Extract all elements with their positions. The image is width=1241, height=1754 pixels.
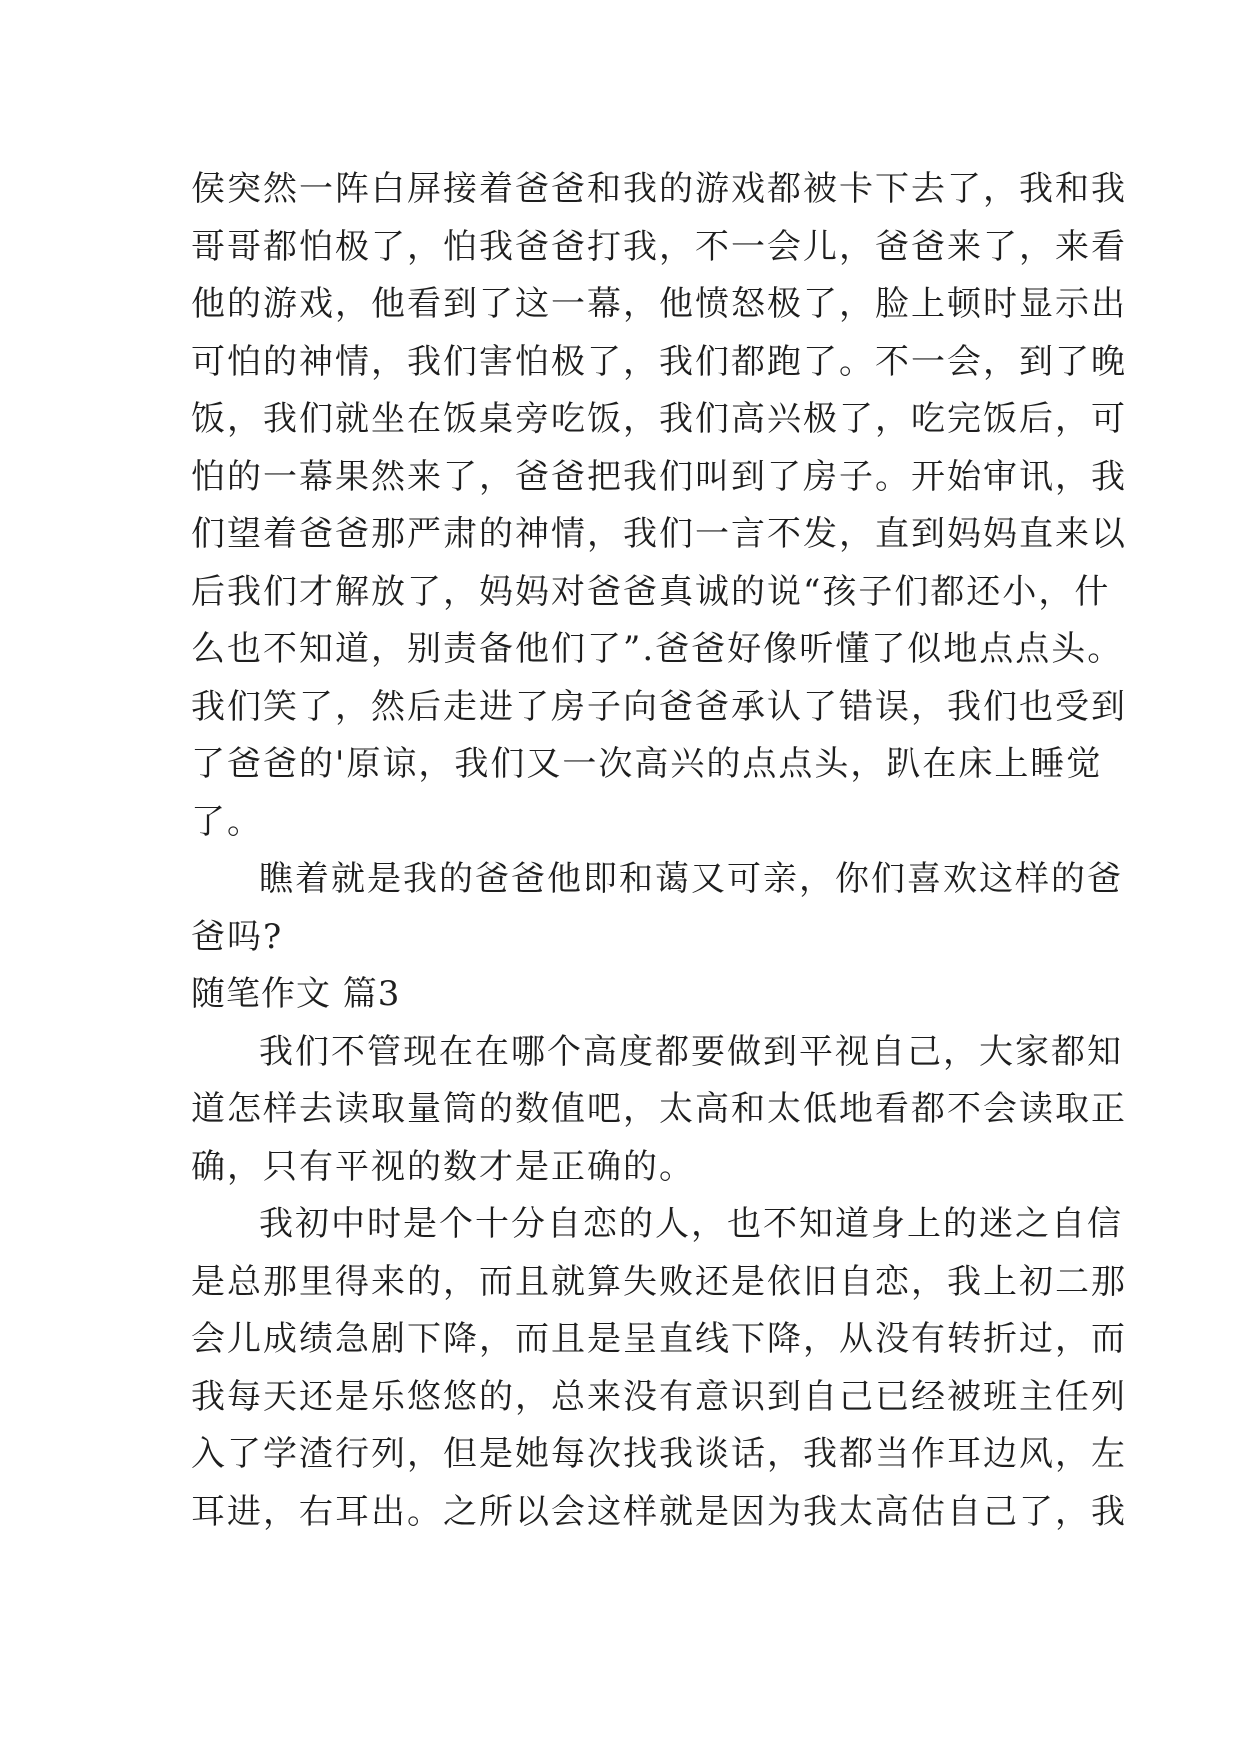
- text-line: 爸吗?: [191, 916, 284, 957]
- paragraph-essay-3-2: [191, 1196, 1127, 1541]
- paragraph-story-continued: [191, 161, 1127, 851]
- text-line: 们望着爸爸那严肃的神情，我们一言不发，直到妈妈直来以: [191, 514, 1127, 554]
- text-line: 我初中时是个十分自恋的人，也不知道身上的迷之自信: [259, 1204, 1123, 1244]
- text-line: 耳进，右耳出。之所以会这样就是因为我太高估自己了，我: [191, 1491, 1127, 1532]
- text-line: 确，只有平视的数才是正确的。: [191, 1146, 695, 1187]
- text-line: 后我们才解放了，妈妈对爸爸真诚的说“孩子们都还小，什: [191, 571, 1111, 612]
- text-line: 我每天还是乐悠悠的，总来没有意识到自己已经被班主任列: [191, 1376, 1127, 1417]
- text-line: 哥哥都怕极了，怕我爸爸打我，不一会儿，爸爸来了，来看: [191, 226, 1127, 267]
- text-line: 我们笑了，然后走进了房子向爸爸承认了错误，我们也受到: [191, 686, 1127, 727]
- text-line: 可怕的神情，我们害怕极了，我们都跑了。不一会，到了晚: [191, 341, 1127, 382]
- text-line: 么也不知道，别责备他们了”.爸爸好像听懂了似地点点头。: [191, 629, 1124, 669]
- section-heading: 随笔作文 篇3: [191, 974, 401, 1014]
- text-line: 饭，我们就坐在饭桌旁吃饭，我们高兴极了，吃完饭后，可: [191, 399, 1127, 439]
- text-line: 是总那里得来的，而且就算失败还是依旧自恋，我上初二那: [191, 1261, 1127, 1302]
- paragraph-essay-3-1: [191, 1024, 1127, 1197]
- text-line: 了爸爸的'原谅，我们又一次高兴的点点头，趴在床上睡觉: [191, 744, 1103, 784]
- text-line: 侯突然一阵白屏接着爸爸和我的游戏都被卡下去了，我和我: [191, 169, 1127, 209]
- text-line: 怕的一幕果然来了，爸爸把我们叫到了房子。开始审讯，我: [191, 456, 1127, 497]
- paragraph-story-ending: [191, 851, 1123, 966]
- document-body: [191, 161, 1127, 1541]
- text-line: 他的游戏，他看到了这一幕，他愤怒极了，脸上顿时显示出: [191, 284, 1127, 324]
- text-line: 道怎样去读取量筒的数值吧，太高和太低地看都不会读取正: [191, 1089, 1127, 1129]
- text-line: 瞧着就是我的爸爸他即和蔼又可亲，你们喜欢这样的爸: [259, 859, 1123, 899]
- text-line: 入了学渣行列，但是她每次找我谈话，我都当作耳边风，左: [191, 1434, 1127, 1474]
- text-line: 我们不管现在在哪个高度都要做到平视自己，大家都知: [259, 1031, 1123, 1072]
- text-line: 会儿成绩急剧下降，而且是呈直线下降，从没有转折过，而: [191, 1319, 1127, 1359]
- text-line: 了。: [191, 801, 263, 842]
